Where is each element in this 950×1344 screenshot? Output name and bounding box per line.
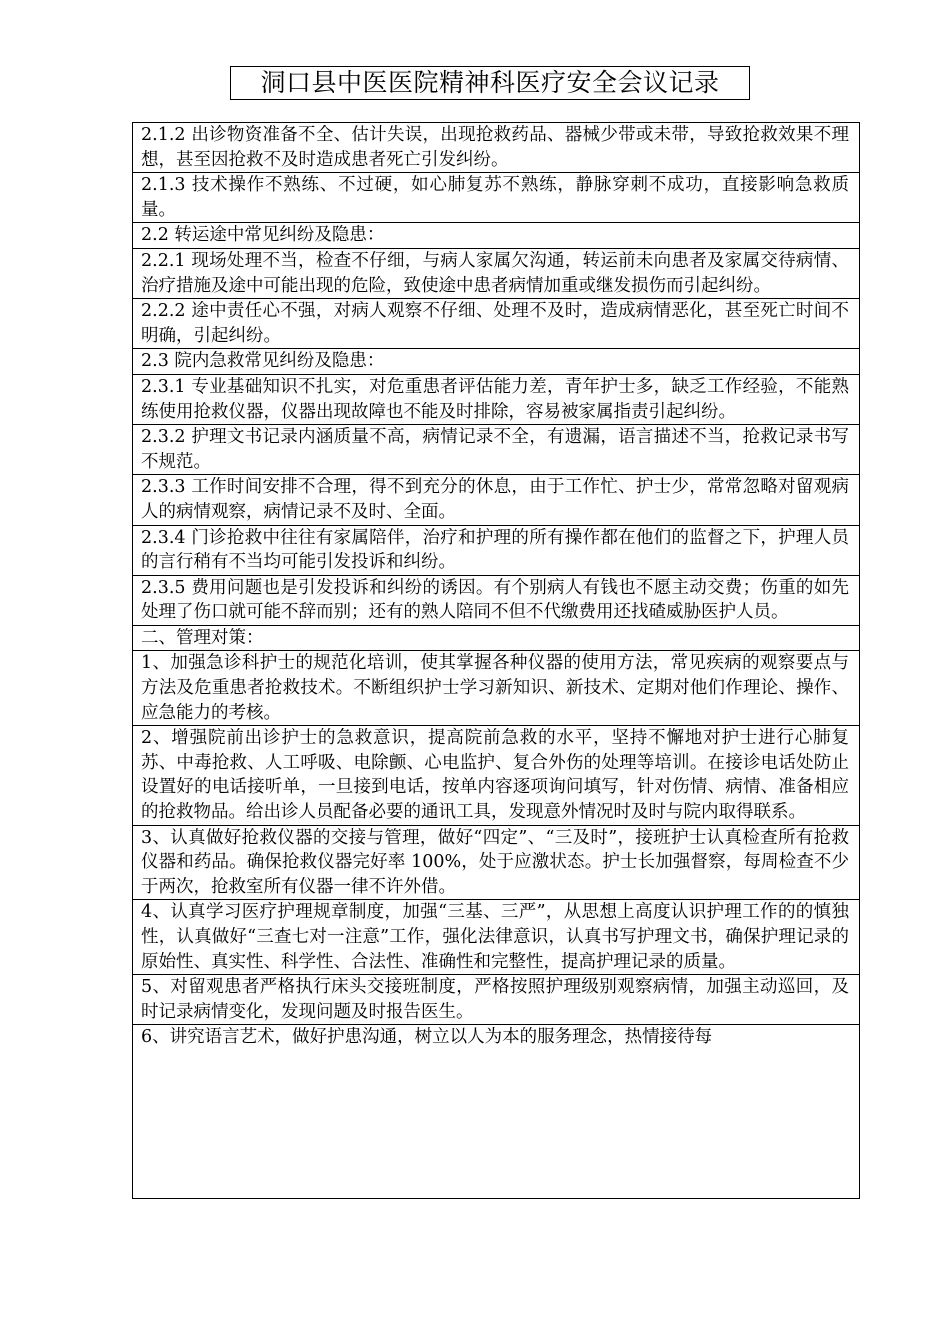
paragraph-2-2-1: 2.2.1 现场处理不当，检查不仔细，与病人家属欠沟通，转运前未向患者及家属交待病情、治疗措施及途中可能出现的危险，致使途中患者病情加重或继发损伤而引起纠纷。: [133, 249, 859, 299]
paragraph-2-3-3: 2.3.3 工作时间安排不合理，得不到充分的休息，由于工作忙、护士少，常常忽略对留观病人的病情观察，病情记录不及时、全面。: [133, 475, 859, 525]
paragraph-2-1-2: 2.1.2 出诊物资准备不全、估计失误，出现抢救药品、器械少带或未带，导致抢救效果不理想，甚至因抢救不及时造成患者死亡引发纠纷。: [133, 123, 859, 173]
heading-management-measures: 二、管理对策：: [133, 626, 859, 652]
measure-item-5: 5、对留观患者严格执行床头交接班制度，严格按照护理级别观察病情，加强主动巡回，及时记录病情变化，发现问题及时报告医生。: [133, 975, 859, 1025]
measure-item-3: 3、认真做好抢救仪器的交接与管理，做好“四定”、“三及时”，接班护士认真检查所有抢救仪器和药品。确保抢救仪器完好率 100%，处于应激状态。护士长加强督察，每周检查不少于两次，抢救室所有仪器一律不许外借。: [133, 826, 859, 901]
heading-2-2: 2.2 转运途中常见纠纷及隐患：: [133, 223, 859, 249]
paragraph-2-3-1: 2.3.1 专业基础知识不扎实，对危重患者评估能力差，青年护士多，缺乏工作经验，不能熟练使用抢救仪器，仪器出现故障也不能及时排除，容易被家属指责引起纠纷。: [133, 375, 859, 425]
measure-item-6: 6、讲究语言艺术，做好护患沟通，树立以人为本的服务理念，热情接待每: [141, 1027, 713, 1048]
paragraph-2-2-2: 2.2.2 途中责任心不强，对病人观察不仔细、处理不及时，造成病情恶化，甚至死亡时间不明确，引起纠纷。: [133, 299, 859, 349]
measure-item-1: 1、加强急诊科护士的规范化培训，使其掌握各种仪器的使用方法，常见疾病的观察要点与方法及危重患者抢救技术。不断组织护士学习新知识、新技术、定期对他们作理论、操作、应急能力的考核。: [133, 651, 859, 726]
paragraph-2-3-2: 2.3.2 护理文书记录内涵质量不高，病情记录不全，有遗漏，语言描述不当，抢救记录书写不规范。: [133, 425, 859, 475]
paragraph-2-3-4: 2.3.4 门诊抢救中往往有家属陪伴，治疗和护理的所有操作都在他们的监督之下，护理人员的言行稍有不当均可能引发投诉和纠纷。: [133, 526, 859, 576]
heading-2-3: 2.3 院内急救常见纠纷及隐患：: [133, 349, 859, 375]
page-title: 洞口县中医医院精神科医疗安全会议记录: [230, 66, 750, 100]
measure-item-2: 2、增强院前出诊护士的急救意识，提高院前急救的水平，坚持不懈地对护士进行心肺复苏、中毒抢救、人工呼吸、电除颤、心电监护、复合外伤的处理等培训。在接诊电话处防止设置好的电话接听单，一旦接到电话，按单内容逐项询问填写，针对伤情、病情、准备相应的抢救物品。给出诊人员配备必要的通讯工具，发现意外情况时及时与院内取得联系。: [133, 726, 859, 825]
paragraph-2-1-3: 2.1.3 技术操作不熟练、不过硬，如心肺复苏不熟练，静脉穿刺不成功，直接影响急救质量。: [133, 173, 859, 223]
record-table: [132, 122, 860, 1199]
measure-item-4: 4、认真学习医疗护理规章制度，加强“三基、三严”，从思想上高度认识护理工作的的慎独性，认真做好“三查七对一注意”工作，强化法律意识，认真书写护理文书，确保护理记录的原始性、真实性、科学性、合法性、准确性和完整性，提高护理记录的质量。: [133, 900, 859, 975]
paragraph-2-3-5: 2.3.5 费用问题也是引发投诉和纠纷的诱因。有个别病人有钱也不愿主动交费；伤重的如先处理了伤口就可能不辞而别；还有的熟人陪同不但不代缴费用还找碴威胁医护人员。: [133, 576, 859, 626]
